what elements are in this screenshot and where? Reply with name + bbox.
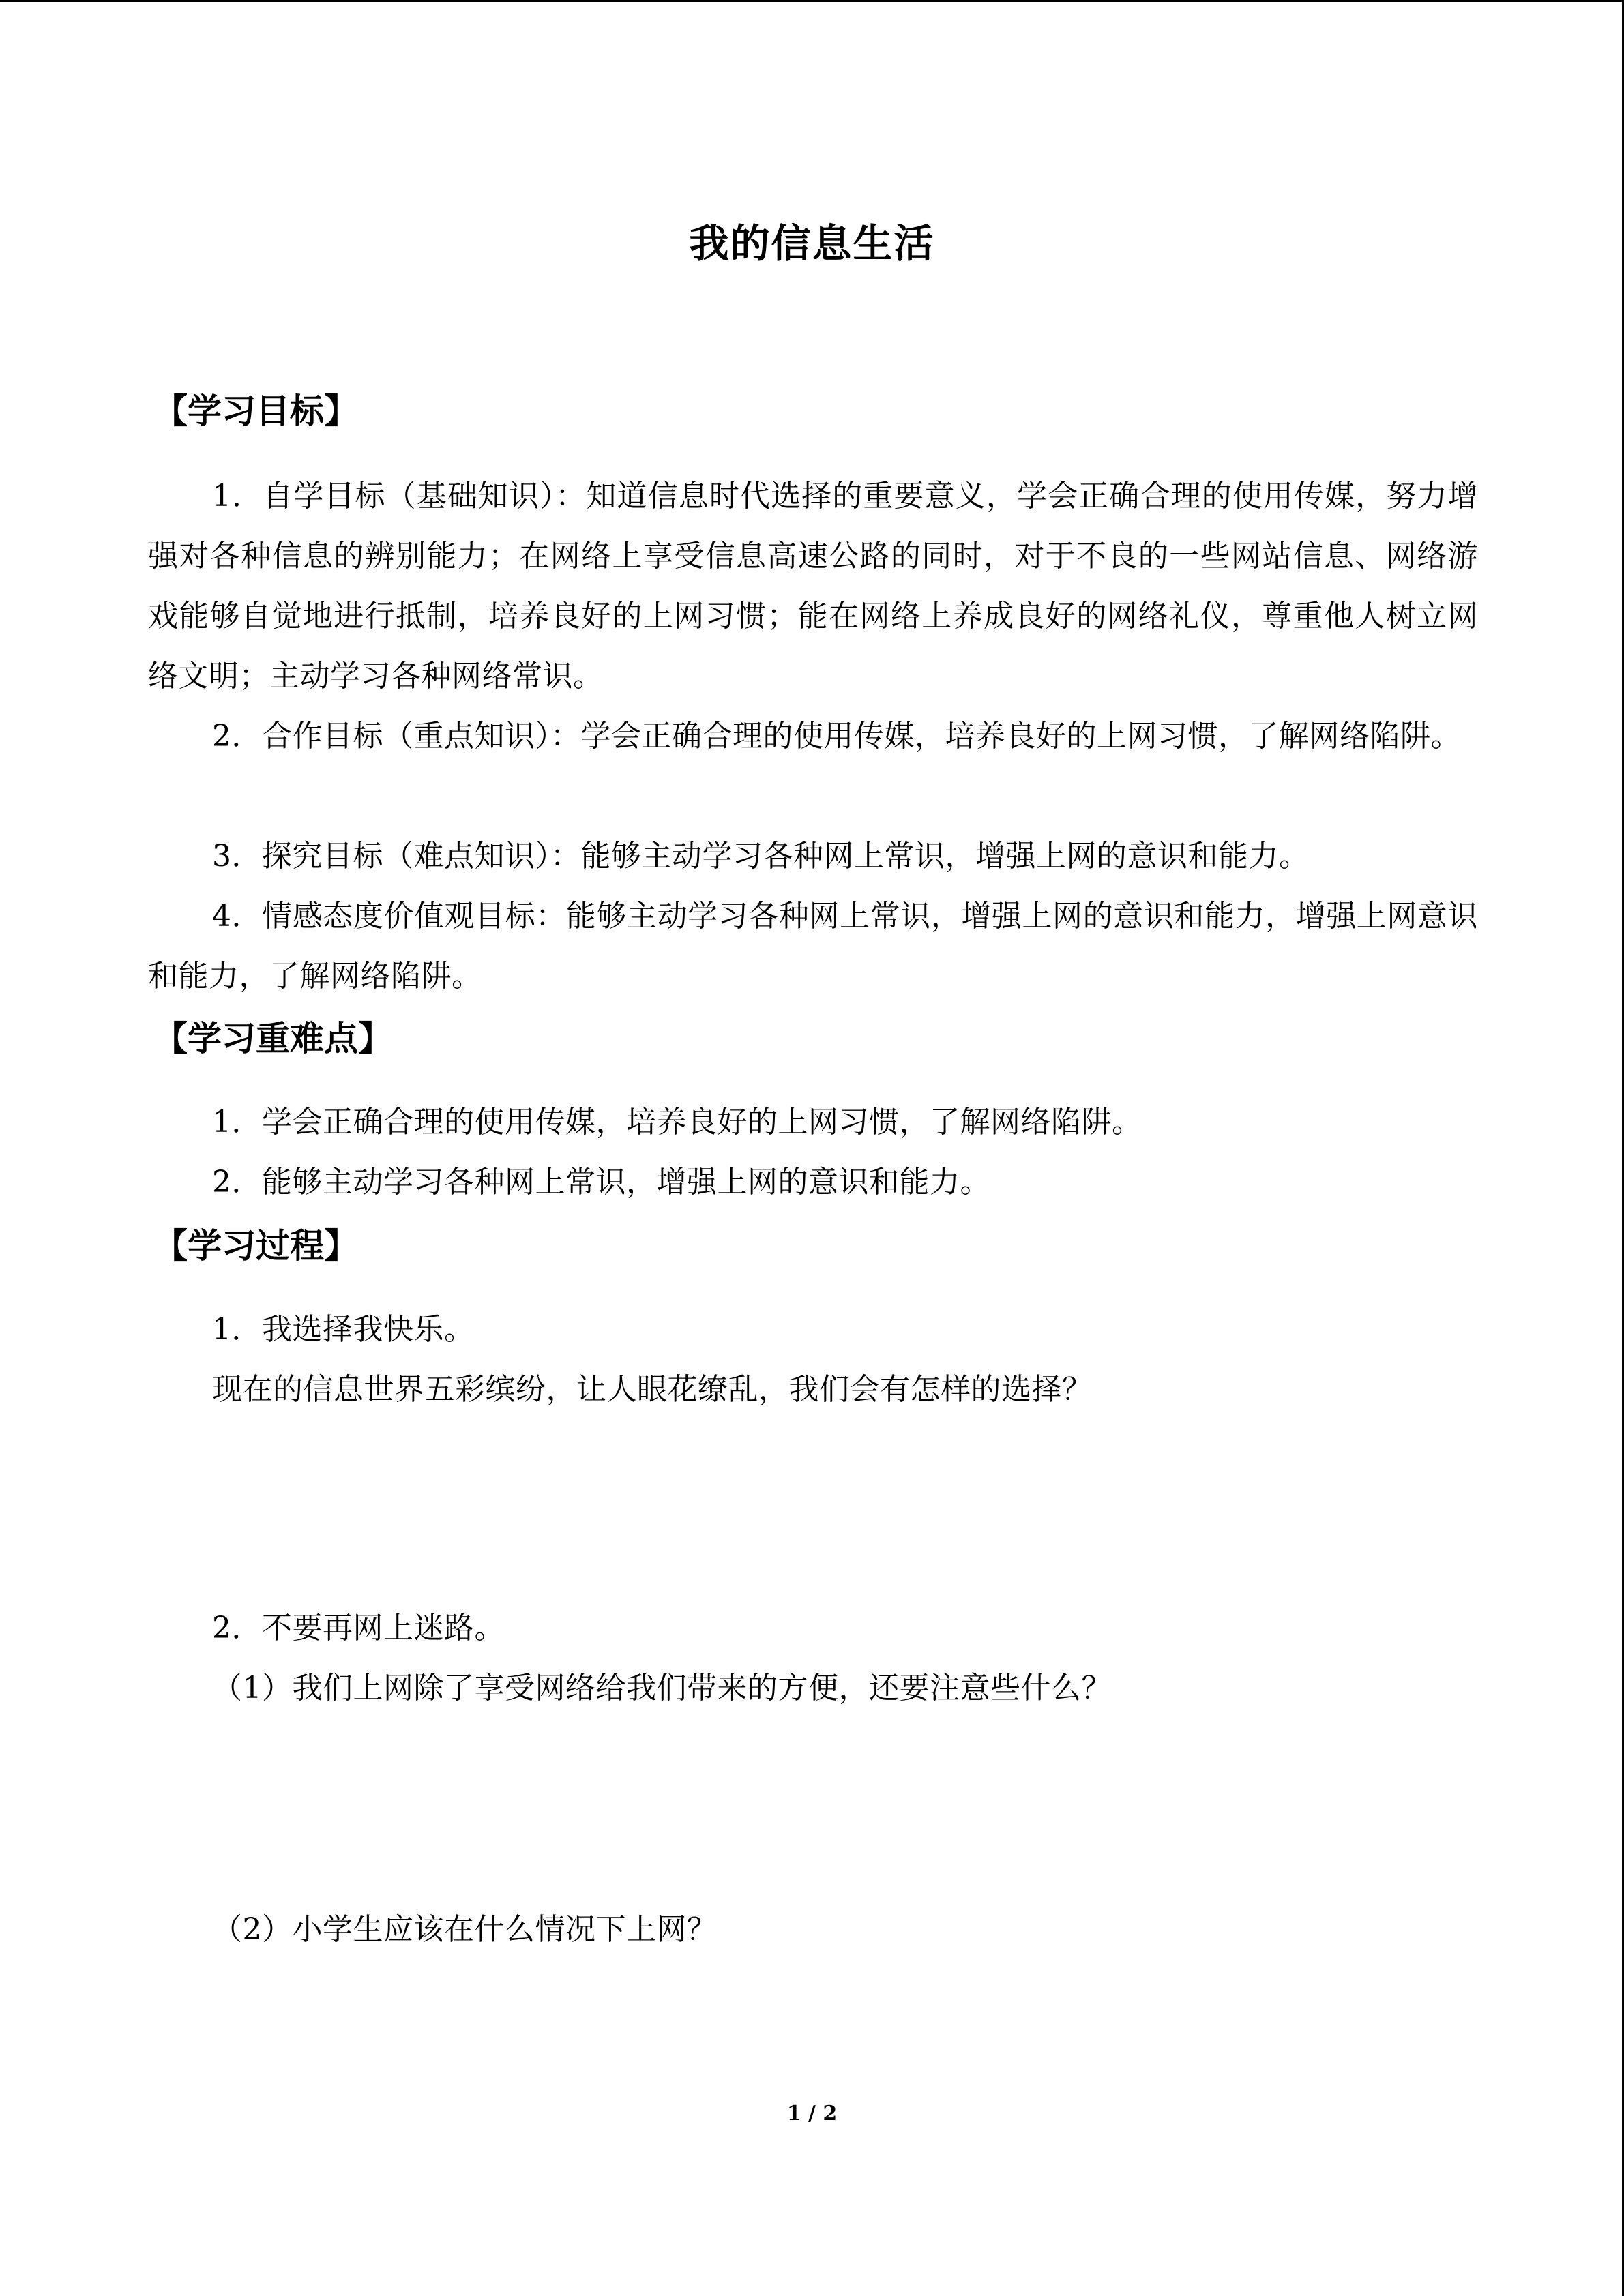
process-step-2-title: 2．不要再网上迷路。 <box>212 1611 505 1645</box>
objective-item-1: 1．自学目标（基础知识）：知道信息时代选择的重要意义，学会正确合理的使用传媒，努力增强对各种信息的辨别能力；在网络上享受信息高速公路的同时，对于不良的一些网站信息、网络游戏能够自觉地进行抵制，培养良好的上网习惯；能在网络上养成良好的网络礼仪，尊重他人树立网络文明；主动学习各种网络常识。 <box>148 479 1478 694</box>
key-point-item-1: 1．学会正确合理的使用传媒，培养良好的上网习惯，了解网络陷阱。 <box>212 1105 1142 1139</box>
page-number: 1 / 2 <box>786 2102 838 2126</box>
section-heading-objectives: 【学习目标】 <box>153 391 358 431</box>
key-point-item-2: 2．能够主动学习各种网上常识，增强上网的意识和能力。 <box>212 1165 990 1199</box>
document-title: 我的信息生活 <box>689 220 935 267</box>
objective-item-2: 2．合作目标（重点知识）：学会正确合理的使用传媒，培养良好的上网习惯，了解网络陷阱。 <box>212 719 1461 754</box>
section-heading-key-points: 【学习重难点】 <box>153 1018 392 1058</box>
objective-item-4: 4．情感态度价值观目标：能够主动学习各种网上常识，增强上网的意识和能力，增强上网意识和能力，了解网络陷阱。 <box>148 899 1478 994</box>
objective-item-3: 3．探究目标（难点知识）：能够主动学习各种网上常识，增强上网的意识和能力。 <box>212 839 1310 874</box>
page-top-border <box>0 0 1624 2</box>
section-heading-process: 【学习过程】 <box>153 1225 358 1266</box>
process-step-2-question-2: （2）小学生应该在什么情况下上网？ <box>212 1912 718 1947</box>
process-step-1-title: 1．我选择我快乐。 <box>212 1312 475 1347</box>
process-step-1-question: 现在的信息世界五彩缤纷，让人眼花缭乱，我们会有怎样的选择？ <box>212 1372 1093 1407</box>
process-step-2-question-1: （1）我们上网除了享受网络给我们带来的方便，还要注意些什么？ <box>212 1671 1112 1705</box>
